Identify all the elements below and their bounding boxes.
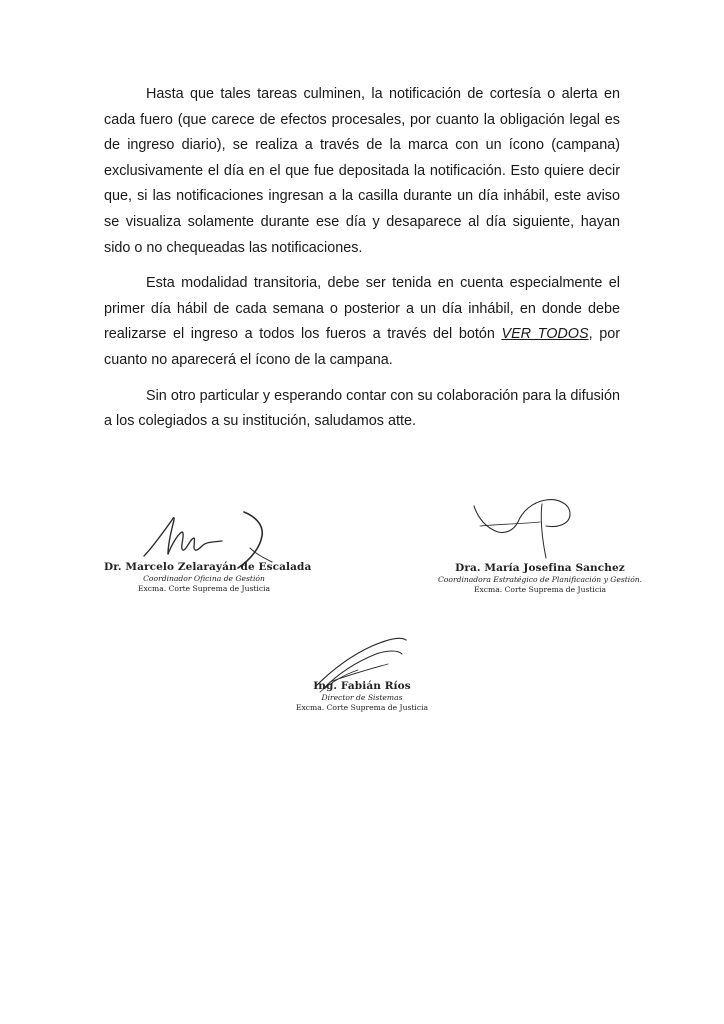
signer-name: Dra. María Josefina Sanchez bbox=[455, 562, 625, 574]
paragraph-text-before: Esta modalidad transitoria, debe ser tenida en cuenta especialmente el primer día hábil de cada semana o posterior a un día inhábil, en donde debe realizarse el ingreso a todos los fueros a través del botón bbox=[104, 275, 620, 343]
signature-left bbox=[104, 561, 312, 593]
signer-organization: Excma. Corte Suprema de Justicia bbox=[473, 585, 607, 594]
signature-center bbox=[262, 680, 462, 712]
signer-organization: Excma. Corte Suprema de Justicia bbox=[137, 584, 271, 593]
signer-name: Dr. Marcelo Zelarayán de Escalada bbox=[104, 561, 312, 573]
ver-todos-button-reference: VER TODOS bbox=[501, 326, 589, 343]
signer-role: Coordinador Oficina de Gestión bbox=[143, 574, 265, 583]
paragraph-transitional-mode bbox=[104, 271, 620, 373]
signer-organization: Excma. Corte Suprema de Justicia bbox=[295, 703, 429, 712]
signer-role: Coordinadora Estratégico de Planificación y Gestión. bbox=[438, 575, 643, 584]
signature-right-handwriting bbox=[470, 494, 580, 560]
paragraph-bell-notification: Hasta que tales tareas culminen, la notificación de cortesía o alerta en cada fuero (que carece de efectos procesales, por cuanto la obligación legal es de ingreso diario), se realiza a través de la marca con un ícono (campana) exclusivamente el día en el que fue depositada la notificación. Esto quiere decir que, si las notificaciones ingresan a la casilla durante un día inhábil, este aviso se visualiza solamente durante ese día y desaparece al día siguiente, hayan sido o no chequeadas las notificaciones. bbox=[104, 86, 620, 256]
paragraph-text-after: , por cuanto no aparecerá el ícono de la campana. bbox=[104, 326, 620, 368]
signer-name: Ing. Fabián Ríos bbox=[313, 680, 411, 692]
signer-role: Director de Sistemas bbox=[321, 693, 403, 702]
signature-right bbox=[438, 562, 642, 594]
letter-body bbox=[104, 82, 620, 445]
paragraph-closing: Sin otro particular y esperando contar con su colaboración para la difusión a los colegiados a su institución, saludamos atte. bbox=[104, 387, 620, 430]
